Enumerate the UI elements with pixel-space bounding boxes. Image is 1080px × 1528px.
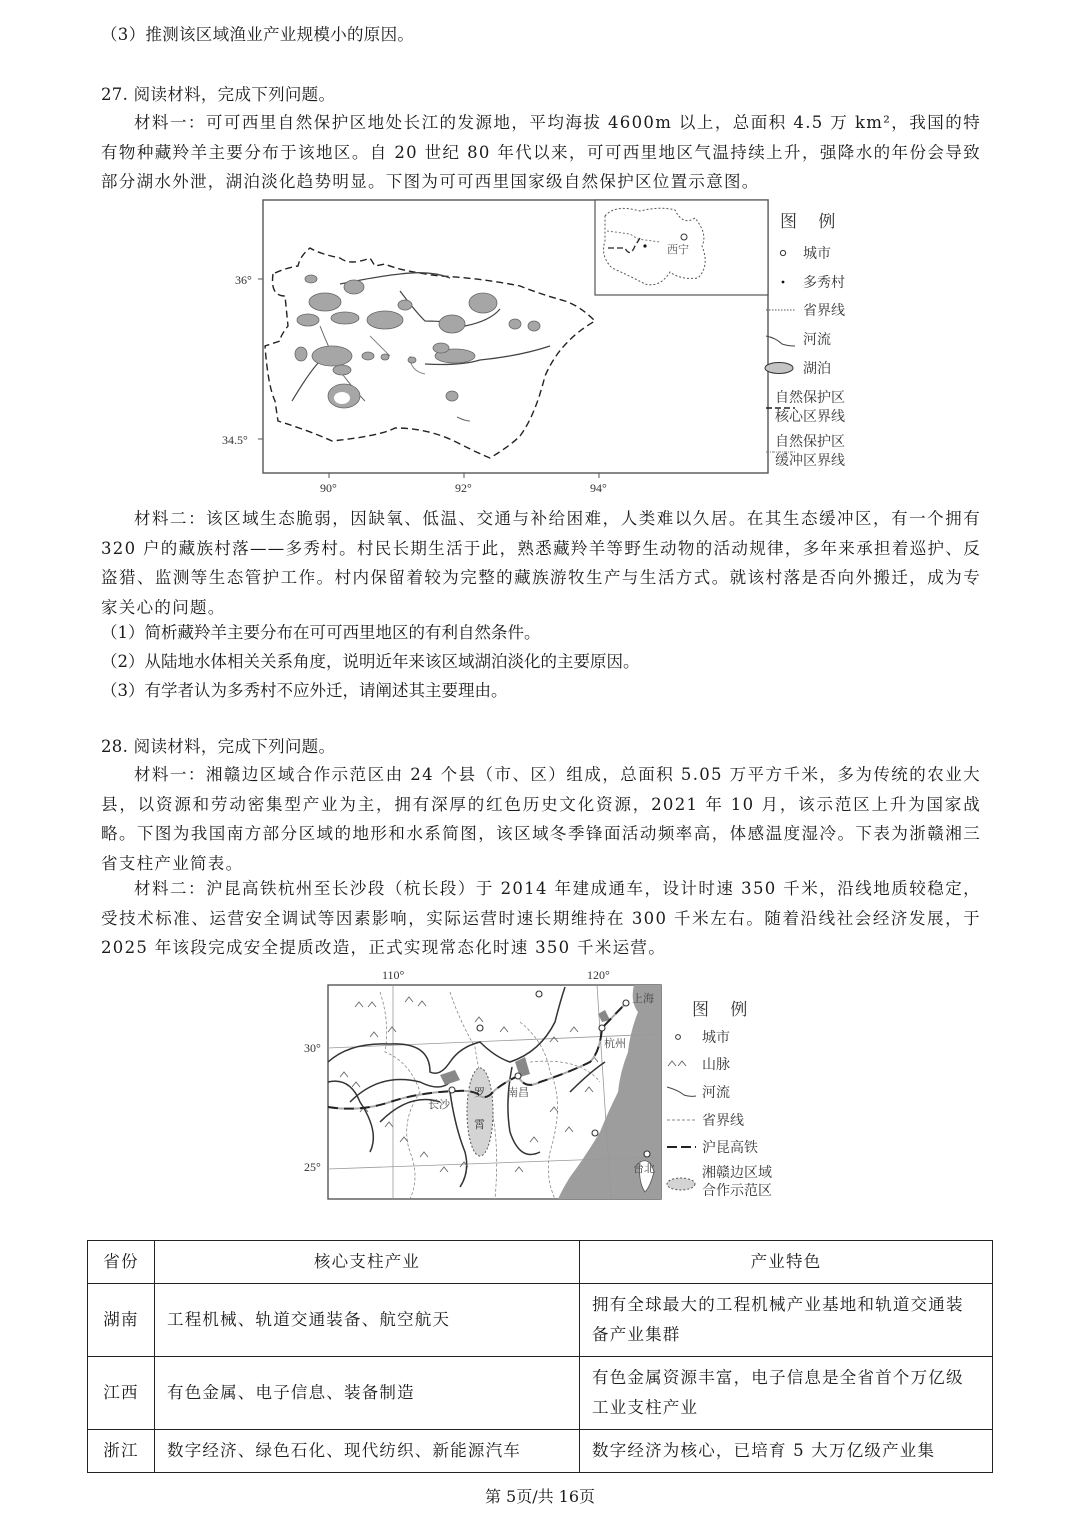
legend-river: 河流	[702, 1085, 730, 1101]
lake-ellipse-icon	[765, 363, 793, 374]
legend-city: 城市	[803, 246, 831, 262]
legend-hsr: 沪昆高铁	[702, 1140, 758, 1156]
inset-city-label: 西宁	[667, 244, 689, 256]
cell-feature: 有色金属资源丰富，电子信息是全省首个万亿级工业支柱产业	[580, 1357, 993, 1430]
city-hangzhou: 杭州	[604, 1037, 626, 1050]
river-line-icon	[766, 336, 795, 346]
q27-material1: 材料一：可可西里自然保护区地处长江的发源地，平均海拔 4600m 以上，总面积 4.5 万 km²，我国的特有物种藏羚羊主要分布于该地区。自 20 世纪 80 年代以来，可可西里地区气温持续上升，强降水的年份会导致部分湖水外泄，湖泊淡化趋势明显。下图为可可西里国家级自然保护区位置示意图。	[101, 113, 981, 191]
header-feature: 产业特色	[580, 1241, 993, 1284]
inset-city-circle	[681, 234, 687, 240]
lon-label-110: 110°	[382, 968, 405, 982]
river-line-icon	[667, 1087, 696, 1096]
legend-buffer-l1: 自然保护区	[775, 434, 845, 450]
legend-village: 多秀村	[803, 275, 845, 291]
table-row	[88, 1430, 993, 1473]
table-header-row	[88, 1241, 993, 1284]
legend-title: 图 例	[780, 212, 844, 232]
city-nanchang: 南昌	[507, 1086, 529, 1099]
cell-province: 江西	[88, 1357, 155, 1430]
mountain-icon	[668, 1061, 686, 1066]
table-row	[88, 1357, 993, 1430]
legend-province: 省界线	[803, 303, 845, 319]
table-row	[88, 1284, 993, 1357]
lon-label-120: 120°	[587, 968, 610, 982]
lat-label-34-5: 34.5°	[222, 433, 248, 447]
q27-question-2: （2）从陆地水体相关关系角度，说明近年来该区域湖泊淡化的主要原因。	[101, 652, 640, 671]
lon-label-90: 90°	[320, 481, 337, 495]
legend-province: 省界线	[702, 1113, 744, 1129]
q26-sub3: （3）推测该区域渔业产业规模小的原因。	[101, 25, 415, 44]
city-taipei: 台北	[633, 1162, 655, 1175]
q27-question-3: （3）有学者认为多秀村不应外迁，请阐述其主要理由。	[101, 681, 508, 700]
legend-title: 图 例	[692, 1000, 756, 1020]
cooperation-zone	[467, 1068, 493, 1156]
inset-village-dot	[643, 244, 646, 247]
cell-province: 浙江	[88, 1430, 155, 1473]
header-core-industry: 核心支柱产业	[155, 1241, 580, 1284]
lat-label-36: 36°	[235, 273, 252, 287]
village-dot-icon	[782, 281, 785, 284]
lat-label-30: 30°	[304, 1041, 321, 1055]
lat-label-25: 25°	[304, 1160, 321, 1174]
cell-core: 数字经济、绿色石化、现代纺织、新能源汽车	[155, 1430, 580, 1473]
range-char-1: 罗	[474, 1086, 485, 1099]
industry-table	[87, 1240, 993, 1473]
lon-label-92: 92°	[455, 481, 472, 495]
legend-city: 城市	[702, 1030, 730, 1046]
q28-material1: 材料一：湘赣边区域合作示范区由 24 个县（市、区）组成，总面积 5.05 万平方千米，多为传统的农业大县，以资源和劳动密集型产业为主，拥有深厚的红色历史文化资源，2021 年 10 月，该示范区上升为国家战略。下图为我国南方部分区域的地形和水系简图，该区域冬季锋面活动频率高，体感温度湿冷。下表为浙赣湘三省支柱产业简表。	[101, 765, 981, 873]
q27-material2: 材料二：该区域生态脆弱，因缺氧、低温、交通与补给困难，人类难以久居。在其生态缓冲区，有一个拥有 320 户的藏族村落——多秀村。村民长期生活于此，熟悉藏羚羊等野生动物的活动规律，多年来承担着巡护、反盗猎、监测等生态管护工作。村内保留着较为完整的藏族游牧生产与生活方式。就该村落是否向外搬迁，成为专家关心的问题。	[101, 509, 981, 617]
cell-feature: 拥有全球最大的工程机械产业基地和轨道交通装备产业集群	[580, 1284, 993, 1357]
range-char-2: 霄	[474, 1118, 485, 1131]
legend-zone-l2: 合作示范区	[702, 1183, 772, 1199]
legend-lake: 湖泊	[803, 361, 831, 377]
cell-core: 有色金属、电子信息、装备制造	[155, 1357, 580, 1430]
legend-zone-l1: 湘赣边区域	[702, 1165, 772, 1181]
legend-core-l1: 自然保护区	[775, 390, 845, 406]
cell-feature: 数字经济为核心，已培育 5 大万亿级产业集	[580, 1430, 993, 1473]
header-province: 省份	[88, 1241, 155, 1284]
city-circle-icon	[780, 250, 785, 255]
page-number: 第 5页/共 16页	[484, 1487, 596, 1506]
cell-province: 湖南	[88, 1284, 155, 1357]
city-changsha: 长沙	[428, 1098, 450, 1111]
legend-core-l2: 核心区界线	[775, 409, 845, 425]
legend-mountain: 山脉	[702, 1057, 730, 1073]
q27-heading: 27. 阅读材料，完成下列问题。	[101, 85, 336, 104]
q28-material2: 材料二：沪昆高铁杭州至长沙段（杭长段）于 2014 年建成通车，设计时速 350 千米，沿线地质较稳定，受技术标准、运营安全调试等因素影响，实际运营时速长期维持在 300 千米左右。随着沿线社会经济发展，于 2025 年该段完成安全提质改造，正式实现常态化时速 350 千米运营。	[101, 879, 981, 957]
lon-label-94: 94°	[590, 481, 607, 495]
cooperation-zone-ellipse-icon	[667, 1178, 695, 1190]
legend-buffer-l2: 缓冲区界线	[775, 453, 845, 469]
legend-river: 河流	[803, 332, 831, 348]
south-china-map	[300, 962, 790, 1207]
hoh-xil-map	[220, 196, 870, 496]
q28-heading: 28. 阅读材料，完成下列问题。	[101, 737, 336, 756]
city-shanghai: 上海	[632, 992, 654, 1005]
city-circle-icon	[676, 1035, 681, 1040]
q27-question-1: （1）简析藏羚羊主要分布在可可西里地区的有利自然条件。	[101, 623, 541, 642]
cell-core: 工程机械、轨道交通装备、航空航天	[155, 1284, 580, 1357]
